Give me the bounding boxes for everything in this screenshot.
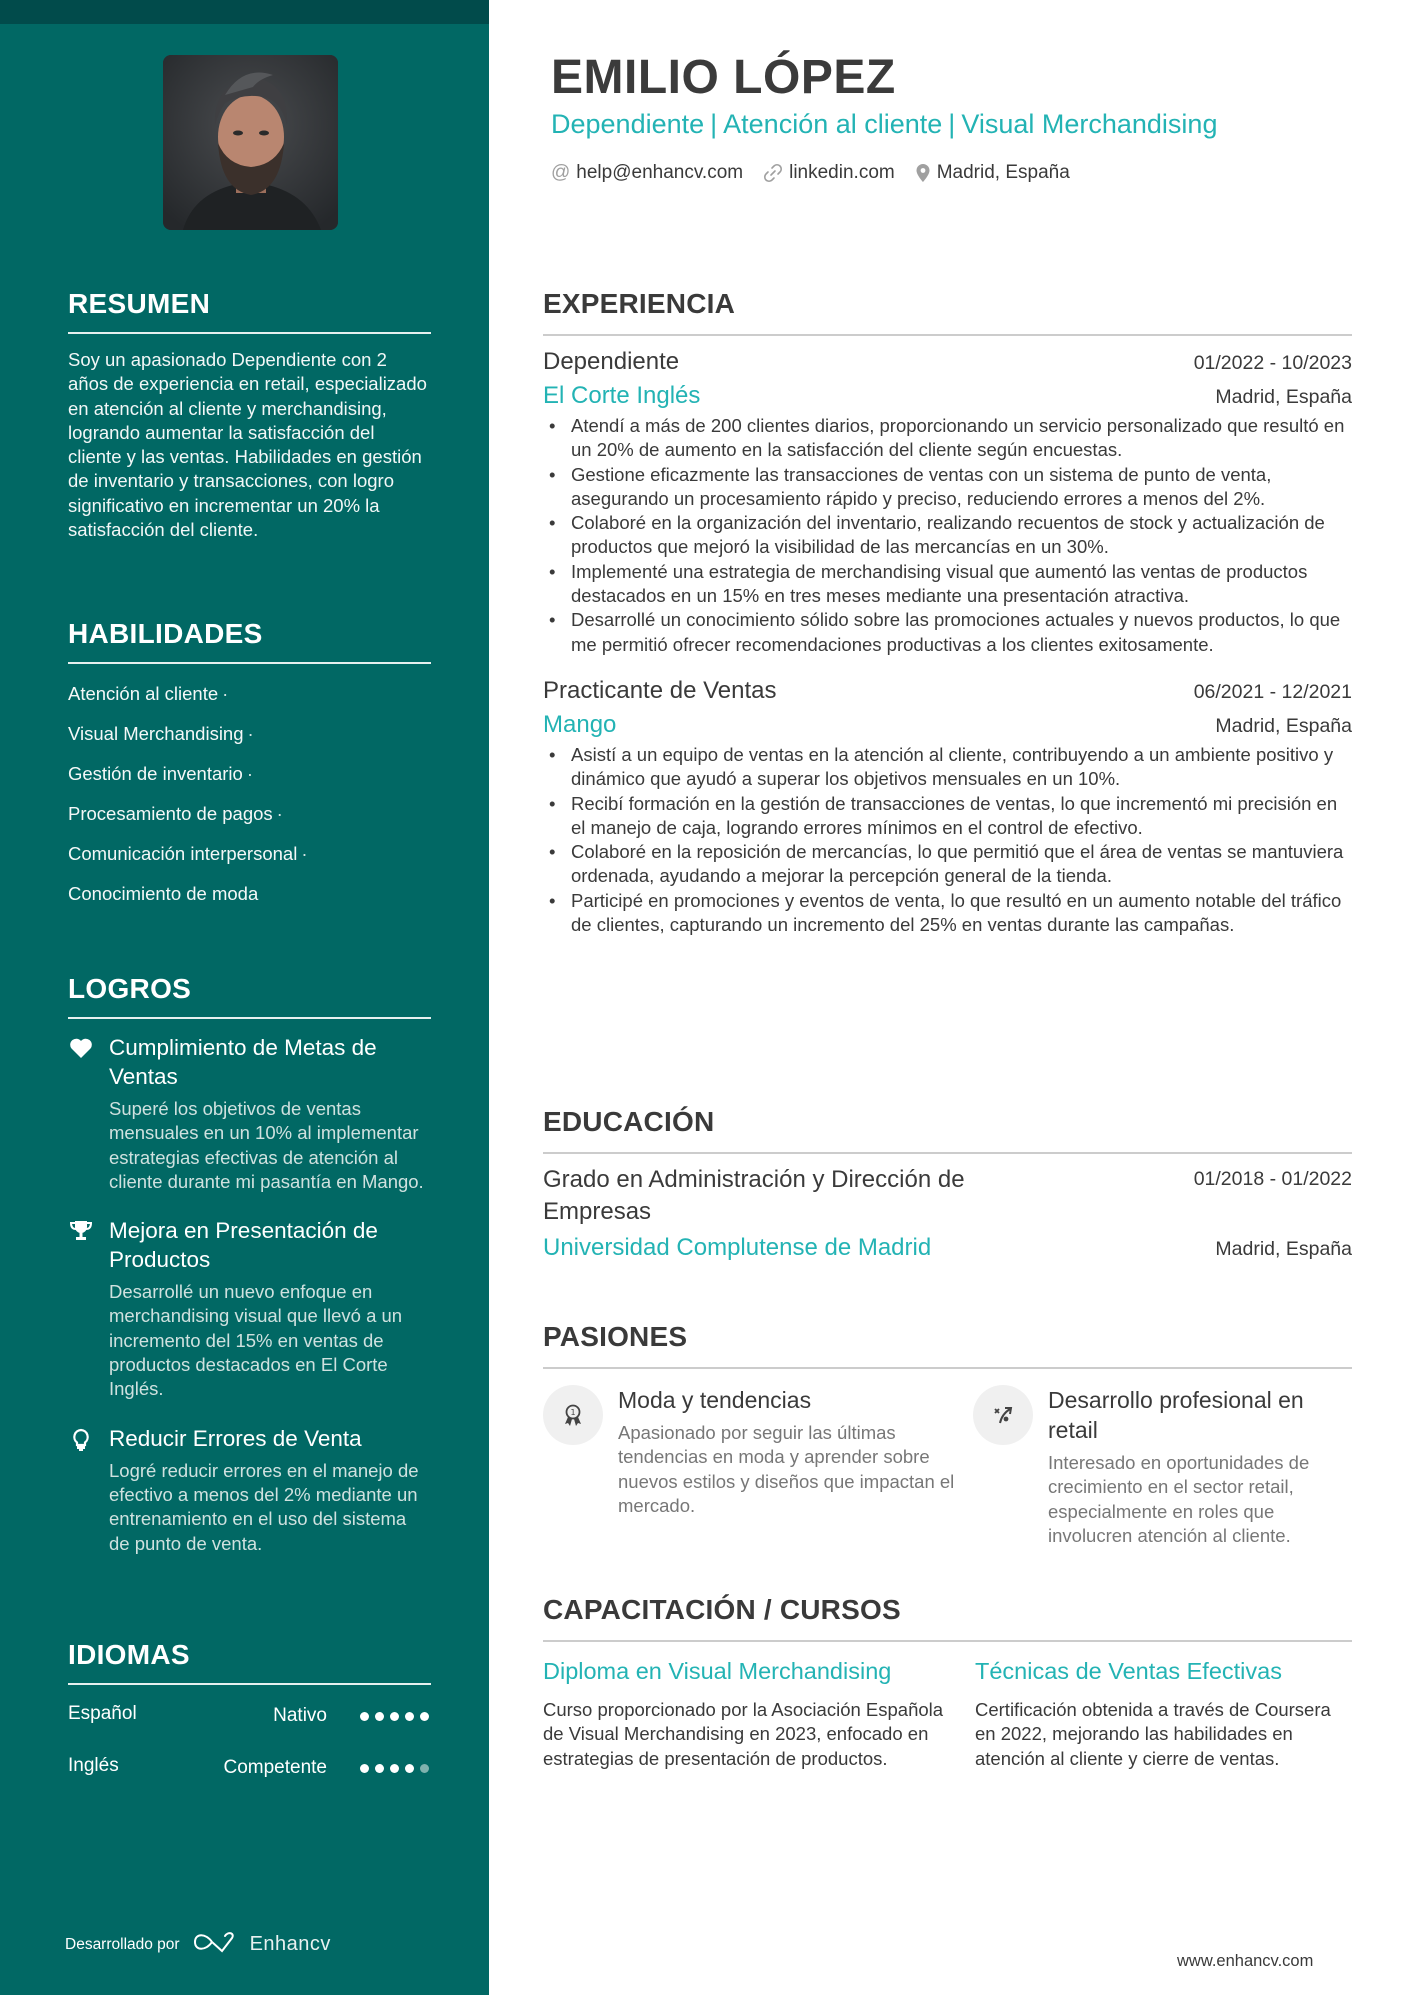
- achievement-item: [68, 1216, 431, 1401]
- headline-role: Visual Merchandising: [961, 109, 1218, 139]
- rating-dot-filled: [405, 1764, 414, 1773]
- headline: [551, 109, 1217, 140]
- school-name: Universidad Complutense de Madrid: [543, 1234, 932, 1261]
- contact-email[interactable]: [551, 162, 743, 184]
- sidebar-top-band: [0, 0, 489, 24]
- headline-role: Dependiente: [551, 109, 705, 139]
- achievement-title: Mejora en Presentación de Productos: [109, 1218, 378, 1273]
- course-desc: Certificación obtenida a través de Coursera en 2022, mejorando las habilidades en atención al cliente y cierre de ventas.: [975, 1699, 1331, 1769]
- skills-heading: HABILIDADES: [68, 618, 431, 664]
- rating-dot-filled: [360, 1764, 369, 1773]
- portrait-image: [163, 55, 338, 230]
- skill-separator: ·: [276, 803, 283, 824]
- language-level: Nativo: [273, 1705, 327, 1726]
- headline-separator: |: [948, 109, 956, 139]
- passion-title: Moda y tendencias: [618, 1387, 812, 1413]
- skills-section: [68, 618, 431, 914]
- course-title: Técnicas de Ventas Efectivas: [975, 1658, 1282, 1684]
- achievements-section: [68, 973, 431, 1556]
- skill-separator: ·: [301, 843, 308, 864]
- contact-location: [915, 162, 1070, 184]
- job-company: El Corte Inglés: [543, 382, 701, 409]
- education-location: Madrid, España: [1215, 1238, 1352, 1260]
- language-level: Competente: [223, 1757, 327, 1778]
- job-bullet: • Recibí formación en la gestión de transacciones de ventas, lo que incrementó mi precisión en el manejo de caja, logrando errores mínimos en el control de efectivo.: [543, 792, 1352, 841]
- rating-dot-empty: [420, 1764, 429, 1773]
- skill-separator: ·: [222, 683, 229, 704]
- skills-list: [68, 674, 431, 914]
- job-dates: 06/2021 - 12/2021: [1193, 680, 1352, 703]
- enhancv-logo-icon: [192, 1930, 238, 1959]
- languages-list: [68, 1693, 431, 1797]
- job-bullet: • Colaboré en la reposición de mercancías, lo que permitió que el área de ventas se mantuviera ordenada, ayudando a mejorar la percepción general de la tienda.: [543, 840, 1352, 889]
- job-entry: [543, 677, 1352, 937]
- passions-heading: PASIONES: [543, 1321, 1352, 1369]
- education-section: [543, 1106, 1352, 1262]
- skill-label: Comunicación interpersonal: [68, 843, 298, 864]
- skill-item: [68, 674, 431, 714]
- rating-dot-filled: [375, 1712, 384, 1721]
- contact-linkedin[interactable]: [763, 162, 895, 184]
- skill-label: Atención al cliente: [68, 683, 219, 704]
- powered-by-label: Desarrollado por: [65, 1935, 180, 1953]
- language-item: [68, 1745, 431, 1797]
- job-location: Madrid, España: [1215, 386, 1352, 408]
- degree-title: Grado en Administración y Dirección de Empresas: [543, 1166, 965, 1225]
- job-bullets: [543, 414, 1352, 657]
- languages-section: [68, 1639, 431, 1797]
- education-entry: [543, 1164, 1352, 1262]
- experience-section: [543, 288, 1352, 937]
- passions-section: [543, 1321, 1352, 1548]
- passion-desc: Interesado en oportunidades de crecimiento en el sector retail, especialmente en roles que involucren atención al cliente.: [1048, 1452, 1310, 1546]
- job-title: Practicante de Ventas: [543, 676, 777, 704]
- rating-dot-filled: [405, 1712, 414, 1721]
- achievement-desc: Logré reducir errores en el manejo de efectivo a menos del 2% mediante un entrenamiento en el uso del sistema de punto de venta.: [109, 1459, 419, 1554]
- skill-label: Procesamiento de pagos: [68, 803, 273, 824]
- course-desc: Curso proporcionado por la Asociación Española de Visual Merchandising en 2023, enfocado en estrategias de presentación de productos.: [543, 1699, 944, 1769]
- job-company: Mango: [543, 710, 617, 738]
- location-pin-icon: [915, 163, 931, 183]
- skill-label: Visual Merchandising: [68, 723, 244, 744]
- courses-heading: CAPACITACIÓN / CURSOS: [543, 1594, 1352, 1642]
- summary-heading: RESUMEN: [68, 288, 431, 334]
- course-item: [543, 1656, 975, 1771]
- job-bullet: • Gestione eficazmente las transacciones de ventas con un sistema de punto de venta, asegurando un procesamiento rápido y preciso, reduciendo errores a menos del 2%.: [543, 463, 1352, 512]
- achievement-desc: Desarrollé un nuevo enfoque en merchandising visual que llevó a un incremento del 15% en ventas de productos destacados en El Corte Inglés.: [109, 1281, 403, 1400]
- passion-title: Desarrollo profesional en retail: [1048, 1387, 1304, 1443]
- course-title: Diploma en Visual Merchandising: [543, 1658, 892, 1684]
- linkedin-text[interactable]: linkedin.com: [789, 162, 895, 183]
- courses-section: [543, 1594, 1352, 1771]
- rating-dot-filled: [390, 1712, 399, 1721]
- rating-dot-filled: [420, 1712, 429, 1721]
- languages-heading: IDIOMAS: [68, 1639, 431, 1685]
- passion-item: [973, 1385, 1352, 1548]
- achievement-title: Reducir Errores de Venta: [109, 1425, 362, 1451]
- achievement-title: Cumplimiento de Metas de Ventas: [109, 1035, 377, 1089]
- passion-item: [543, 1385, 973, 1548]
- language-item: [68, 1693, 431, 1745]
- achievement-item: [68, 1033, 431, 1194]
- courses-list: [543, 1656, 1352, 1771]
- sidebar: [0, 0, 489, 1995]
- job-title: Dependiente: [543, 348, 680, 375]
- headline-role: Atención al cliente: [723, 109, 943, 139]
- svg-text:1: 1: [570, 1408, 576, 1417]
- job-bullet: • Implementé una estrategia de merchandising visual que aumentó las ventas de productos destacados en un 15% en tres meses mediante una presentación atractiva.: [543, 560, 1352, 609]
- language-rating: [360, 1712, 429, 1721]
- email-text[interactable]: help@enhancv.com: [576, 162, 744, 183]
- skill-label: Conocimiento de moda: [68, 883, 259, 904]
- footer-url[interactable]: www.enhancv.com: [1177, 1952, 1314, 1970]
- passion-desc: Apasionado por seguir las últimas tendencias en moda y aprender sobre nuevos estilos y diseños que impactan el mercado.: [618, 1422, 955, 1516]
- summary-text: Soy un apasionado Dependiente con 2 años de experiencia en retail, especializado en atención al cliente y merchandising, logrando aumentar la satisfacción del cliente y las ventas. Habilidades en gestión de inventario y transacciones, con logro significativo en incrementar un 20% la satisfacción del cliente.: [68, 349, 427, 541]
- award-ribbon-icon: [543, 1385, 603, 1445]
- course-item: [975, 1656, 1352, 1771]
- skill-separator: ·: [247, 723, 254, 744]
- rating-dot-filled: [390, 1764, 399, 1773]
- passions-list: [543, 1385, 1352, 1548]
- candidate-name: EMILIO LÓPEZ: [551, 51, 896, 104]
- trophy-icon: [68, 1220, 94, 1246]
- job-bullet: • Desarrollé un conocimiento sólido sobre las promociones actuales y nuevos productos, lo que me permitió ofrecer recomendaciones productivas a los clientes exitosamente.: [543, 608, 1352, 657]
- heart-icon: [68, 1037, 94, 1063]
- job-bullet: • Atendí a más de 200 clientes diarios, proporcionando un servicio personalizado que resultó en un 20% de aumento en la satisfacción del cliente según encuestas.: [543, 414, 1352, 463]
- contact-info: [551, 162, 1070, 184]
- skill-item: [68, 874, 431, 914]
- job-entry: [543, 348, 1352, 657]
- skill-label: Gestión de inventario: [68, 763, 243, 784]
- job-dates: 01/2022 - 10/2023: [1193, 352, 1352, 374]
- education-heading: EDUCACIÓN: [543, 1106, 1352, 1154]
- skill-item: [68, 754, 431, 794]
- achievements-heading: LOGROS: [68, 973, 431, 1019]
- achievement-item: [68, 1424, 431, 1556]
- powered-by: [65, 1930, 331, 1959]
- job-bullet: • Participé en promociones y eventos de venta, lo que resultó en un aumento notable del tráfico de clientes, capturando un incremento del 25% en ventas durante las campañas.: [543, 889, 1352, 938]
- language-name: Inglés: [68, 1755, 119, 1776]
- skill-separator: ·: [246, 763, 254, 784]
- headline-separator: |: [710, 109, 718, 139]
- skill-item: [68, 834, 431, 874]
- skill-item: [68, 714, 431, 754]
- profile-photo: [163, 55, 338, 230]
- rating-dot-filled: [375, 1764, 384, 1773]
- language-name: Español: [68, 1703, 137, 1724]
- job-location: Madrid, España: [1215, 714, 1352, 737]
- link-icon: [763, 163, 783, 183]
- language-rating: [360, 1764, 429, 1773]
- summary-section: [68, 288, 431, 542]
- job-bullet: • Asistí a un equipo de ventas en la atención al cliente, contribuyendo a un ambiente positivo y dinámico que ayudó a superar los objetivos mensuales en un 10%.: [543, 743, 1352, 792]
- growth-arrow-icon: [973, 1385, 1033, 1445]
- achievement-desc: Superé los objetivos de ventas mensuales en un 10% al implementar estrategias efectivas de atención al cliente durante mi pasantía en Mango.: [109, 1098, 424, 1192]
- skill-item: [68, 794, 431, 834]
- education-dates: 01/2018 - 01/2022: [1193, 1168, 1352, 1190]
- job-bullet: • Colaboré en la organización del inventario, realizando recuentos de stock y actualización de productos que mejoró la visibilidad de las mercancías en un 30%.: [543, 511, 1352, 560]
- location-text: Madrid, España: [936, 162, 1070, 183]
- job-bullets: [543, 743, 1352, 937]
- at-icon: @: [551, 162, 571, 183]
- experience-heading: EXPERIENCIA: [543, 288, 1352, 336]
- lightbulb-icon: [68, 1428, 94, 1454]
- rating-dot-filled: [360, 1712, 369, 1721]
- powered-by-brand[interactable]: Enhancv: [249, 1933, 331, 1955]
